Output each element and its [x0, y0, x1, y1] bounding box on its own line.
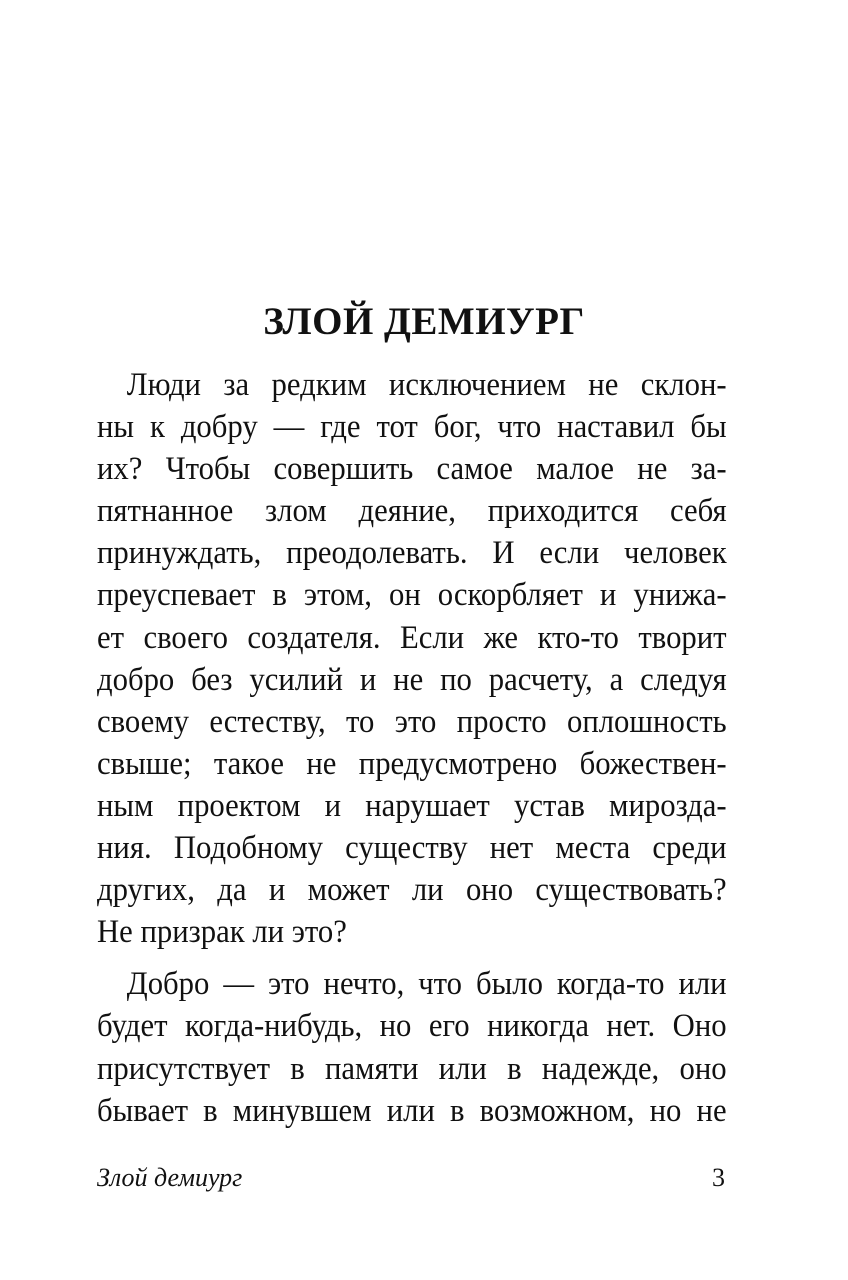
running-title: Злой демиург	[97, 1163, 243, 1192]
paragraph	[97, 364, 727, 953]
text-line: Добро — это нечто, что было когда-то или	[126, 966, 727, 1003]
text-line: принуждать, преодолевать. И если человек	[97, 535, 727, 572]
text-line: ны к добру — где тот бог, что наставил бы	[97, 409, 727, 446]
text-line: ным проектом и нарушает устав мирозда-	[97, 787, 727, 824]
text-line: преуспевает в этом, он оскорбляет и унижа-	[97, 577, 727, 614]
text-line: бывает в минувшем или в возможном, но не	[97, 1092, 727, 1129]
page-number: 3	[712, 1163, 725, 1192]
text-line: ния. Подобному существу нет места среди	[97, 830, 727, 867]
text-line: будет когда-нибудь, но его никогда нет. Оно	[97, 1008, 727, 1045]
text-line: добро без усилий и не по расчету, а следуя	[97, 661, 727, 698]
text-line: своему естеству, то это просто оплошность	[97, 703, 727, 740]
paragraph-gap	[97, 953, 727, 963]
text-line: других, да и может ли оно существовать?	[97, 872, 727, 909]
text-line: ет своего создателя. Если же кто-то творит	[97, 619, 727, 656]
paragraph	[97, 963, 727, 1131]
page-footer	[97, 1163, 727, 1193]
text-line: Люди за редким исключением не склон-	[126, 367, 727, 403]
text-line: Не призрак ли это?	[97, 914, 347, 951]
chapter-title: ЗЛОЙ ДЕМИУРГ	[263, 300, 585, 344]
chapter-body	[97, 364, 727, 1132]
text-line: их? Чтобы совершить самое малое не за-	[97, 451, 727, 488]
text-line: пятнанное злом деяние, приходится себя	[97, 493, 727, 530]
text-line: свыше; такое не предусмотрено божествен-	[97, 745, 727, 782]
text-line: присутствует в памяти или в надежде, оно	[97, 1050, 727, 1087]
